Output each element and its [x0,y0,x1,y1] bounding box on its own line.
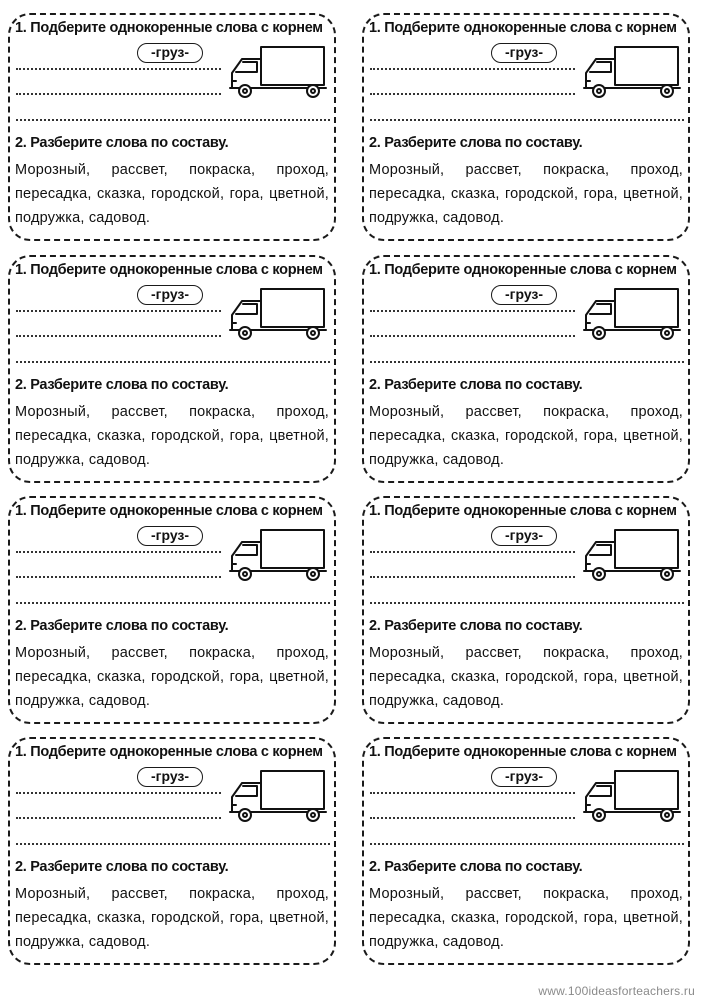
root-badge: -груз- [491,285,557,305]
task2-title: 2. Разберите слова по составу. [369,859,583,875]
truck-icon [228,45,328,99]
truck-icon [228,769,328,823]
answer-line [370,361,684,363]
answer-line [16,68,221,70]
truck-icon [582,287,682,341]
task1-title: 1. Подберите однокоренные слова с корнем [369,744,677,760]
root-badge: -груз- [491,43,557,63]
answer-line [370,119,684,121]
words-list: Морозный, рассвет, покраска, проход, пересадка, сказка, городской, гора, цветной, подружка, садовод. [15,404,329,468]
task2-title: 2. Разберите слова по составу. [15,135,229,151]
root-badge: -груз- [491,767,557,787]
task2-title: 2. Разберите слова по составу. [369,135,583,151]
answer-line [16,792,221,794]
truck-icon [582,528,682,582]
root-badge: -груз- [137,43,203,63]
answer-line [16,335,221,337]
root-badge: -груз- [137,767,203,787]
answer-line [370,551,575,553]
answer-line [16,361,330,363]
task2-title: 2. Разберите слова по составу. [15,377,229,393]
task-card-7 [8,737,336,965]
task2-title: 2. Разберите слова по составу. [15,859,229,875]
task1-title: 1. Подберите однокоренные слова с корнем [369,262,677,278]
task1-title: 1. Подберите однокоренные слова с корнем [15,20,323,36]
words-list: Морозный, рассвет, покраска, проход, пересадка, сказка, городской, гора, цветной, подружка, садовод. [369,162,683,226]
task-card-3 [8,255,336,483]
task1-title: 1. Подберите однокоренные слова с корнем [15,503,323,519]
answer-line [370,792,575,794]
answer-line [370,843,684,845]
words-list: Морозный, рассвет, покраска, проход, пересадка, сказка, городской, гора, цветной, подружка, садовод. [369,886,683,950]
answer-line [16,93,221,95]
answer-line [16,576,221,578]
answer-line [16,551,221,553]
words-list: Морозный, рассвет, покраска, проход, пересадка, сказка, городской, гора, цветной, подружка, садовод. [15,645,329,709]
task1-title: 1. Подберите однокоренные слова с корнем [369,20,677,36]
answer-line [16,817,221,819]
task2-title: 2. Разберите слова по составу. [369,377,583,393]
truck-icon [228,287,328,341]
task1-title: 1. Подберите однокоренные слова с корнем [15,744,323,760]
task2-title: 2. Разберите слова по составу. [15,618,229,634]
truck-icon [228,528,328,582]
truck-icon [582,45,682,99]
task-card-5 [8,496,336,724]
words-list: Морозный, рассвет, покраска, проход, пересадка, сказка, городской, гора, цветной, подружка, садовод. [369,404,683,468]
root-badge: -груз- [137,285,203,305]
answer-line [370,335,575,337]
task-card-6 [362,496,690,724]
truck-icon [582,769,682,823]
answer-line [370,310,575,312]
answer-line [16,119,330,121]
words-list: Морозный, рассвет, покраска, проход, пересадка, сказка, городской, гора, цветной, подружка, садовод. [369,645,683,709]
answer-line [16,310,221,312]
answer-line [370,576,575,578]
root-badge: -груз- [137,526,203,546]
answer-line [16,843,330,845]
answer-line [16,602,330,604]
task1-title: 1. Подберите однокоренные слова с корнем [369,503,677,519]
task1-title: 1. Подберите однокоренные слова с корнем [15,262,323,278]
task-card-8 [362,737,690,965]
task-card-2 [362,13,690,241]
answer-line [370,93,575,95]
task-card-1 [8,13,336,241]
site-footer: www.100ideasforteachers.ru [538,984,695,998]
answer-line [370,817,575,819]
words-list: Морозный, рассвет, покраска, проход, пересадка, сказка, городской, гора, цветной, подружка, садовод. [15,886,329,950]
answer-line [370,68,575,70]
words-list: Морозный, рассвет, покраска, проход, пересадка, сказка, городской, гора, цветной, подружка, садовод. [15,162,329,226]
root-badge: -груз- [491,526,557,546]
task2-title: 2. Разберите слова по составу. [369,618,583,634]
answer-line [370,602,684,604]
task-card-4 [362,255,690,483]
